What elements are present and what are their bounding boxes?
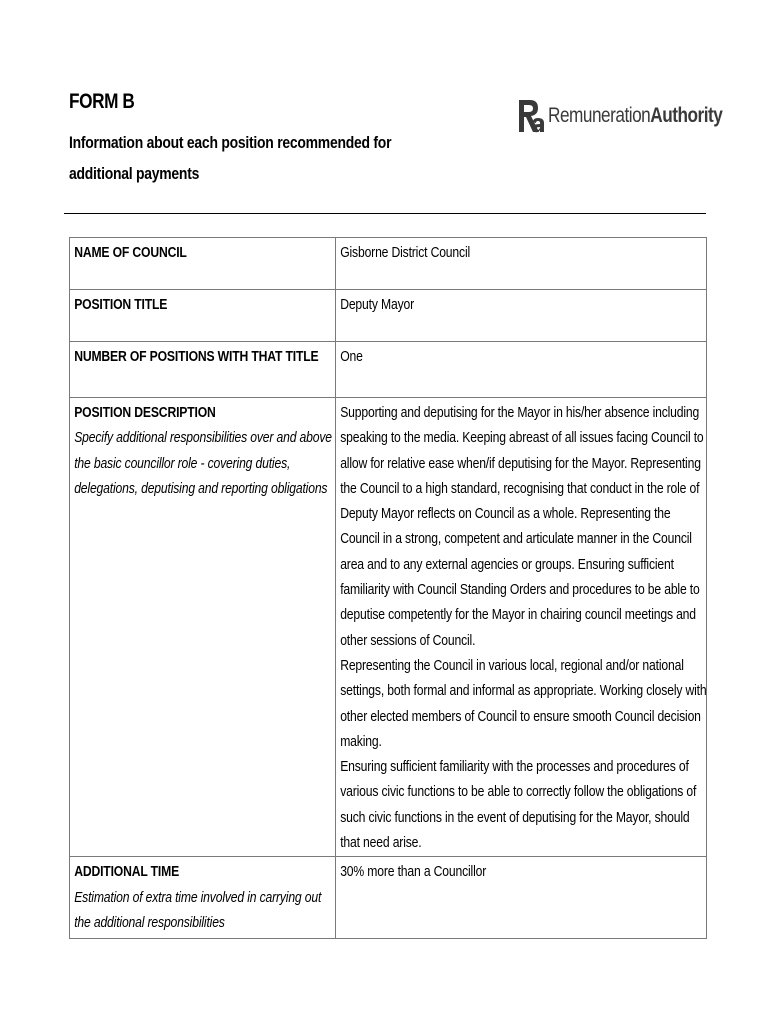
- description-label-cell: [70, 398, 336, 857]
- table-row-description: [70, 398, 707, 857]
- additional-time-help: Estimation of extra time involved in carrying out the additional responsibilities: [74, 889, 322, 931]
- position-title-value: Deputy Mayor: [340, 297, 415, 313]
- description-help: Specify additional responsibilities over and above the basic councillor role - covering duties, delegations, deputising and reporting obligations: [74, 430, 332, 497]
- position-title-label-cell: [70, 290, 336, 342]
- additional-time-value: 30% more than a Councillor: [340, 864, 487, 881]
- position-form-table: [69, 237, 707, 939]
- additional-time-value-cell: [336, 857, 707, 939]
- logo-text-regular: Remuneration: [548, 104, 651, 127]
- table-row-position-title: [70, 290, 707, 342]
- description-label: POSITION DESCRIPTION: [74, 405, 216, 421]
- council-value-cell: [336, 238, 707, 290]
- position-title-label: POSITION TITLE: [74, 297, 168, 313]
- position-title-value-cell: [336, 290, 707, 342]
- description-paragraph: Representing the Council in various local, regional and/or national settings, both formal and informal as appropriate. Working closely with other elected members of Council to ensure smooth Council decision making.: [340, 657, 707, 750]
- council-value: Gisborne District Council: [340, 245, 471, 261]
- num-positions-value-cell: [336, 342, 707, 398]
- additional-time-label-cell: [70, 857, 336, 939]
- ra-monogram-icon: [516, 96, 546, 136]
- remuneration-authority-logo: [516, 96, 761, 136]
- num-positions-label-cell: [70, 342, 336, 398]
- form-title: FORM B: [69, 90, 135, 113]
- table-row-additional-time: [70, 857, 707, 939]
- table-row-num-positions: [70, 342, 707, 398]
- num-positions-label: NUMBER OF POSITIONS WITH THAT TITLE: [74, 349, 319, 365]
- num-positions-value: One: [340, 349, 363, 365]
- logo-text-bold: Authority: [650, 104, 723, 127]
- council-label: NAME OF COUNCIL: [74, 245, 187, 261]
- description-paragraph: Ensuring sufficient familiarity with the processes and procedures of various civic functions to be able to correctly follow the obligations of such civic functions in the event of deputising for the Mayor, should that need arise.: [340, 759, 697, 852]
- council-label-cell: [70, 238, 336, 290]
- logo-wordmark: [548, 104, 722, 128]
- table-row-council: [70, 238, 707, 290]
- additional-time-label: ADDITIONAL TIME: [74, 864, 180, 881]
- header-divider: [64, 213, 706, 214]
- description-value-cell: [336, 398, 707, 857]
- form-subtitle: Information about each position recommended for additional payments: [69, 133, 392, 183]
- description-paragraph: Supporting and deputising for the Mayor in his/her absence including speaking to the media. Keeping abreast of all issues facing Council to allow for relative ease when/if deputising for the Mayor. Representing the Council to a high standard, recognising that conduct in the role of Deputy Mayor reflects on Council as a whole. Representing the Council in a strong, competent and articulate manner in the Council area and to any external agencies or groups. Ensuring sufficient familiarity with Council Standing Orders and procedures to be able to deputise competently for the Mayor in chairing council meetings and other sessions of Council.: [340, 405, 704, 649]
